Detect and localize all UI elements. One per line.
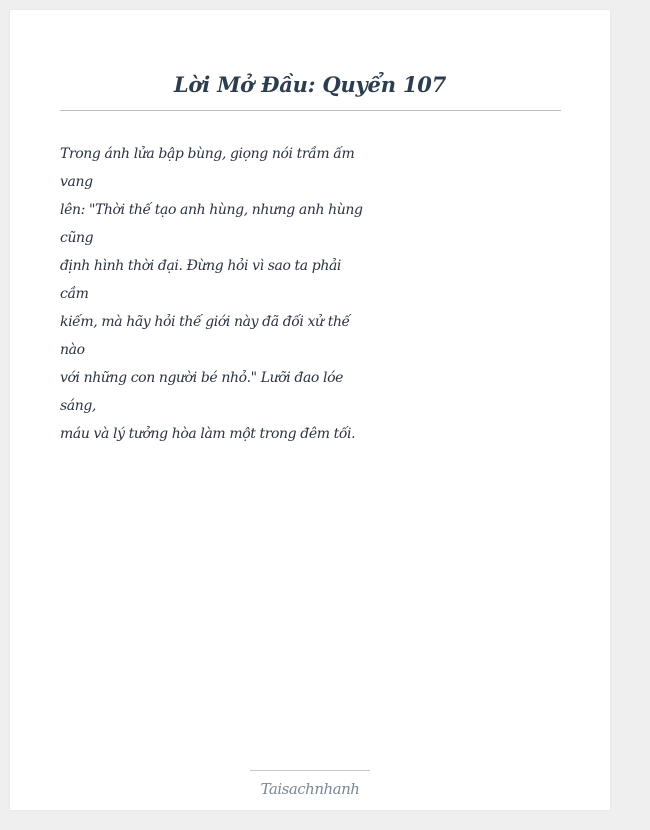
title-divider: [60, 110, 561, 111]
body-line: nào: [60, 342, 85, 358]
body-line: vang: [60, 174, 93, 190]
document-page: [10, 10, 610, 810]
body-line: kiếm, mà hãy hỏi thế giới này đã đối xử thế: [60, 314, 350, 330]
body-line: máu và lý tưởng hòa làm một trong đêm tối.: [60, 426, 356, 442]
footer-divider: [250, 770, 370, 771]
body-line: cũng: [60, 230, 94, 246]
body-line: với những con người bé nhỏ." Lưỡi đao lóe: [60, 370, 343, 386]
body-line: lên: "Thời thế tạo anh hùng, nhưng anh hùng: [60, 202, 363, 218]
body-line: định hình thời đại. Đừng hỏi vì sao ta phải: [60, 258, 341, 274]
body-line: cầm: [60, 286, 89, 302]
body-paragraph: [60, 140, 363, 448]
body-line: Trong ánh lửa bập bùng, giọng nói trầm ấm: [60, 146, 355, 162]
page-title: Lời Mở Đầu: Quyển 107: [173, 72, 447, 97]
body-line: sáng,: [60, 398, 96, 414]
footer-brand: Taisachnhanh: [260, 780, 360, 798]
